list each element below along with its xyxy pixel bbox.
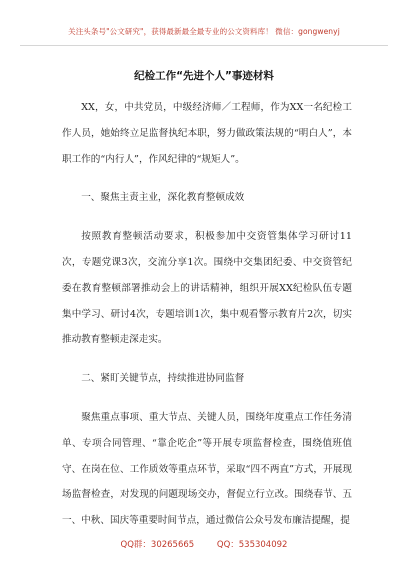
footer-qq-group: QQ群：30265665 [120, 540, 195, 550]
section-paragraph-1: 按照教育整顿活动要求，积极参加中交资管集体学习研讨11次，专题党课3次，交流分享1次。围绕中交集团纪委、中交资管纪委在教育整顿部署推动会上的讲话精神，组织开展XX纪检队伍专题集中学习、研讨4次，专题培训1次，集中观看警示教育片2次，切实推动教育整顿走深走实。 [62, 231, 352, 346]
section-heading-2: 二、紧盯关键节点，持续推进协同监督 [81, 373, 245, 385]
section-paragraph-2: 聚焦重点事项、重大节点、关键人员，围绕年度重点工作任务清单、专项合同管理、“靠企吃企”等开展专项监督检查，围绕值班值守、在岗在位、工作质效等重点环节，采取“四不两直”方式，开展现场监督检查，对发现的问题现场交办，督促立行立改。围绕春节、五一、中秋、国庆等重要时间节点，通过微信公众号发布廉洁提醒，提 [62, 411, 352, 527]
header-divider [20, 45, 388, 46]
intro-paragraph: XX，女，中共党员，中级经济师／工程师，作为XX一名纪检工作人员，她始终立足监督执纪本职，努力做政策法规的“明白人”，本职工作的“内行人”，作风纪律的“规矩人”。 [62, 102, 352, 165]
footer-contact [0, 538, 408, 550]
header-note: 关注头条号"公文研究"，获得最新最全最专业的公文资料库！ 微信：gongwenyj [68, 27, 340, 36]
paragraph-gap [62, 211, 352, 224]
footer-qq: QQ：535304092 [216, 540, 288, 550]
paragraph-gap [62, 172, 352, 185]
paragraph-gap [62, 392, 352, 405]
document-title: 纪检工作“先进个人”事迹材料 [134, 70, 274, 82]
paragraph-gap [62, 353, 352, 366]
section-heading-1: 一、聚焦主责主业，深化教育整顿成效 [81, 192, 245, 204]
document-body [62, 95, 352, 534]
